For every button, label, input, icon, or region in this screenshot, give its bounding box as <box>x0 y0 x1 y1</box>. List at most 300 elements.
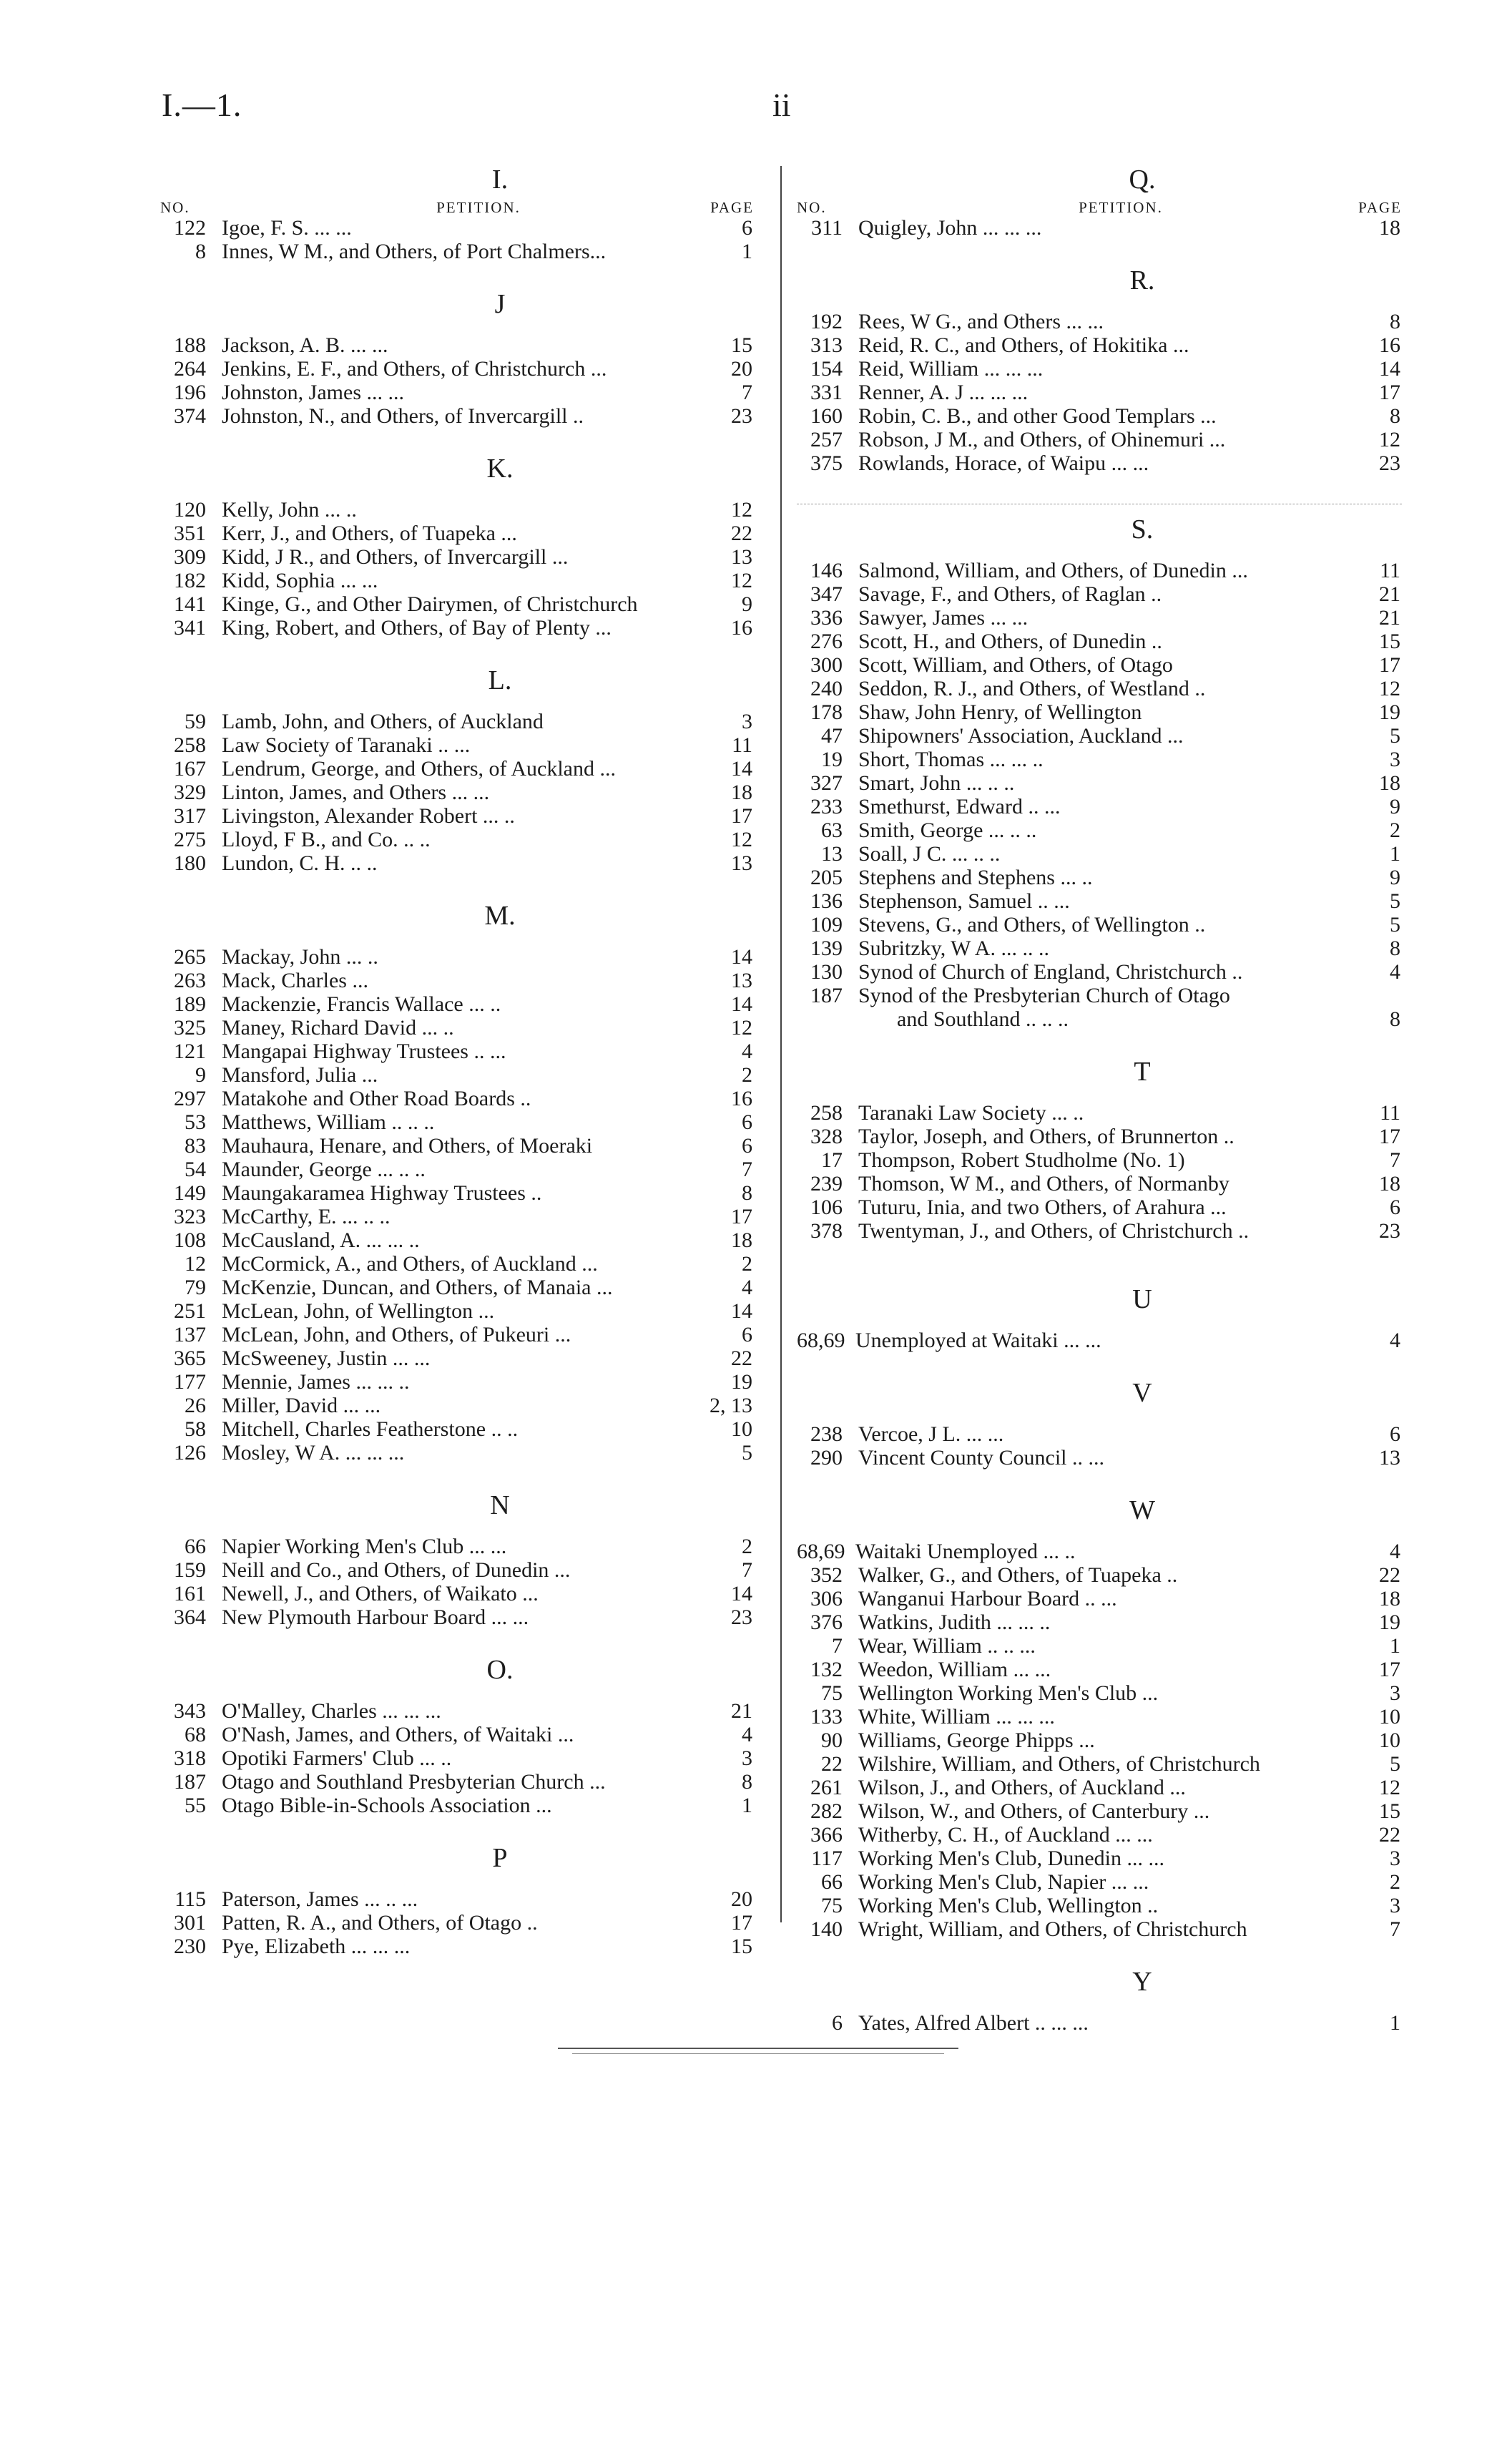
petitioner-name: McLean, John, and Others, of Pukeuri ... <box>222 1323 571 1346</box>
index-entry <box>160 404 754 428</box>
column-header-petition: PETITION. <box>1079 199 1163 216</box>
page-reference: 21 <box>1379 582 1400 606</box>
index-entry <box>160 781 754 804</box>
index-entry <box>797 748 1402 771</box>
index-entry <box>160 216 754 240</box>
index-entry <box>160 1794 754 1817</box>
petition-number: 160 <box>810 404 843 428</box>
petitioner-name: Williams, George Phipps ... <box>858 1729 1095 1752</box>
page-reference: 7 <box>742 1158 752 1181</box>
right-column <box>797 163 1402 2035</box>
petition-number: 75 <box>821 1681 843 1705</box>
index-entry <box>160 522 754 545</box>
petitioner-name: Sawyer, James ... ... <box>858 606 1029 630</box>
index-entry <box>160 333 754 357</box>
section-letter: M. <box>484 901 516 931</box>
petitioner-name: Wanganui Harbour Board .. ... <box>858 1587 1117 1610</box>
petitioner-name: Taylor, Joseph, and Others, of Brunnerton .. <box>858 1125 1234 1148</box>
page-reference: 12 <box>731 828 752 851</box>
section-letter: R. <box>1129 265 1155 295</box>
page-reference: 1 <box>1390 1634 1400 1658</box>
section-letter: U <box>1132 1284 1152 1314</box>
page-reference: 11 <box>1380 1101 1400 1125</box>
petitioner-name: Savage, F., and Others, of Raglan .. <box>858 582 1162 606</box>
petitioner-name: Maunder, George ... .. .. <box>222 1158 426 1181</box>
column-divider <box>780 166 782 1922</box>
page-reference: 1 <box>742 1794 752 1817</box>
page-reference: 16 <box>731 1087 752 1110</box>
page-reference: 2 <box>742 1252 752 1276</box>
dashed-separator <box>797 504 1402 506</box>
page-reference: 22 <box>1379 1823 1400 1847</box>
index-entry <box>797 937 1402 960</box>
petitioner-name: Reid, R. C., and Others, of Hokitika ... <box>858 333 1189 357</box>
petition-number: 306 <box>810 1587 843 1610</box>
page-reference: 17 <box>1379 1658 1400 1681</box>
index-entry <box>797 451 1402 475</box>
petitioner-name: Robson, J M., and Others, of Ohinemuri ... <box>858 428 1226 451</box>
petitioner-name: Stephens and Stephens ... .. <box>858 866 1093 889</box>
page-reference: 10 <box>1379 1729 1400 1752</box>
petition-number: 17 <box>821 1148 843 1172</box>
petitioner-name: Paterson, James ... .. ... <box>222 1887 418 1911</box>
index-entry <box>797 1196 1402 1219</box>
petitioner-name: Lundon, C. H. .. .. <box>222 851 378 875</box>
page-reference: 14 <box>731 1299 752 1323</box>
page-reference: 6 <box>1390 1196 1400 1219</box>
index-entry <box>797 1563 1402 1587</box>
petition-number: 238 <box>810 1422 843 1446</box>
index-entry <box>160 1323 754 1346</box>
petitioner-name: Salmond, William, and Others, of Dunedin ... <box>858 559 1248 582</box>
petition-number: 68 <box>185 1723 206 1746</box>
petition-number: 325 <box>174 1016 206 1040</box>
section-letter: N <box>490 1490 510 1520</box>
section-letter: Q. <box>1129 165 1156 195</box>
petitioner-name: Neill and Co., and Others, of Dunedin ... <box>222 1558 571 1582</box>
petition-number: 180 <box>174 851 206 875</box>
petition-number: 109 <box>810 913 843 937</box>
column-header-page: PAGE <box>1358 199 1402 216</box>
petitioner-name: Vercoe, J L. ... ... <box>858 1422 1004 1446</box>
petitioner-name: Mitchell, Charles Featherstone .. .. <box>222 1417 519 1441</box>
petition-number: 233 <box>810 795 843 818</box>
petitioner-name: Rowlands, Horace, of Waipu ... ... <box>858 451 1149 475</box>
index-entry <box>797 795 1402 818</box>
petition-number: 196 <box>174 381 206 404</box>
petition-number: 239 <box>810 1172 843 1196</box>
petitioner-name: Twentyman, J., and Others, of Christchurch .. <box>858 1219 1250 1243</box>
petition-number: 146 <box>810 559 843 582</box>
index-entry <box>160 1582 754 1605</box>
index-entry <box>797 1587 1402 1610</box>
petition-number: 365 <box>174 1346 206 1370</box>
index-entry <box>797 1681 1402 1705</box>
page-reference: 21 <box>731 1699 752 1723</box>
page-reference: 21 <box>1379 606 1400 630</box>
petitioner-name: Lamb, John, and Others, of Auckland <box>222 710 544 733</box>
index-entry <box>160 240 754 263</box>
petition-number: 121 <box>174 1040 206 1063</box>
page-reference: 8 <box>742 1181 752 1205</box>
petition-number: 126 <box>174 1441 206 1465</box>
index-entry <box>160 1558 754 1582</box>
page-reference: 4 <box>1390 1329 1400 1352</box>
page-reference: 16 <box>1379 333 1400 357</box>
petitioner-name: Working Men's Club, Wellington .. <box>858 1894 1159 1917</box>
page-reference: 23 <box>731 1605 752 1629</box>
index-entry <box>797 357 1402 381</box>
page-reference: 15 <box>731 1935 752 1958</box>
page-reference: 4 <box>742 1276 752 1299</box>
petition-number: 297 <box>174 1087 206 1110</box>
petitioner-name: O'Malley, Charles ... ... ... <box>222 1699 441 1723</box>
petition-number: 187 <box>810 984 843 1007</box>
page-reference: 3 <box>1390 1847 1400 1870</box>
petitioner-name: Scott, H., and Others, of Dunedin .. <box>858 630 1162 653</box>
petitioner-name: Innes, W M., and Others, of Port Chalmers... <box>222 240 607 263</box>
petition-number: 311 <box>811 216 843 240</box>
petition-number: 137 <box>174 1323 206 1346</box>
column-header <box>797 196 1402 216</box>
petitioner-name: Robin, C. B., and other Good Templars ... <box>858 404 1217 428</box>
page-reference: 4 <box>742 1723 752 1746</box>
petition-number: 161 <box>174 1582 206 1605</box>
petitioner-name: Kelly, John ... .. <box>222 498 357 522</box>
page-reference: 14 <box>731 1582 752 1605</box>
page-reference: 18 <box>731 1228 752 1252</box>
index-entry <box>797 1634 1402 1658</box>
index-entry <box>797 771 1402 795</box>
page-reference: 3 <box>742 1746 752 1770</box>
section-letter: Y <box>1132 1967 1152 1997</box>
index-entry <box>797 1148 1402 1172</box>
page-reference: 3 <box>1390 1681 1400 1705</box>
petition-number: 68,69 <box>797 1540 845 1563</box>
index-entry <box>797 606 1402 630</box>
petitioner-name: Walker, G., and Others, of Tuapeka .. <box>858 1563 1178 1587</box>
petitioner-name: Shaw, John Henry, of Wellington <box>858 700 1142 724</box>
petition-number: 13 <box>821 842 843 866</box>
index-entry <box>797 818 1402 842</box>
column-header-no: NO. <box>797 199 827 216</box>
index-entry <box>160 1205 754 1228</box>
petition-number: 378 <box>810 1219 843 1243</box>
petition-number: 54 <box>185 1158 206 1181</box>
index-entry <box>797 404 1402 428</box>
index-entry <box>797 984 1402 1007</box>
column-header-petition: PETITION. <box>436 199 521 216</box>
page-reference: 8 <box>1390 404 1400 428</box>
index-entry <box>160 1110 754 1134</box>
page-reference: 22 <box>1379 1563 1400 1587</box>
petitioner-name: Working Men's Club, Napier ... ... <box>858 1870 1149 1894</box>
petitioner-name: Lloyd, F B., and Co. .. .. <box>222 828 431 851</box>
page-reference: 12 <box>731 1016 752 1040</box>
petition-number: 79 <box>185 1276 206 1299</box>
petition-number: 189 <box>174 992 206 1016</box>
page-reference: 13 <box>1379 1446 1400 1470</box>
petitioner-name: Tuturu, Inia, and two Others, of Arahura ... <box>858 1196 1227 1219</box>
page-reference: 5 <box>1390 724 1400 748</box>
page-reference: 5 <box>1390 1752 1400 1776</box>
petition-number: 301 <box>174 1911 206 1935</box>
index-entry <box>160 1087 754 1110</box>
petitioner-name: Mackenzie, Francis Wallace ... .. <box>222 992 501 1016</box>
index-entry <box>797 1776 1402 1799</box>
page-reference: 20 <box>731 1887 752 1911</box>
petition-number: 178 <box>810 700 843 724</box>
column-header-no: NO. <box>160 199 190 216</box>
page-reference: 13 <box>731 545 752 569</box>
index-entry <box>797 559 1402 582</box>
page-reference: 12 <box>731 569 752 592</box>
page-reference: 2 <box>742 1063 752 1087</box>
index-entry <box>160 1887 754 1911</box>
petitioner-name: Seddon, R. J., and Others, of Westland .. <box>858 677 1206 700</box>
page-reference: 8 <box>1390 1007 1400 1031</box>
page-number: ii <box>772 87 791 123</box>
page-reference: 20 <box>731 357 752 381</box>
index-entry <box>797 428 1402 451</box>
petitioner-name: Kidd, Sophia ... ... <box>222 569 378 592</box>
petitioner-name: Synod of Church of England, Christchurch .. <box>858 960 1243 984</box>
petitioner-name: McSweeney, Justin ... ... <box>222 1346 431 1370</box>
petitioner-name: White, William ... ... ... <box>858 1705 1055 1729</box>
petitioner-name: Watkins, Judith ... ... .. <box>858 1610 1051 1634</box>
petitioner-name: Jenkins, E. F., and Others, of Christchurch ... <box>222 357 607 381</box>
index-entry <box>160 945 754 969</box>
petition-number: 257 <box>810 428 843 451</box>
page-reference: 1 <box>1390 2011 1400 2035</box>
petition-number: 258 <box>810 1101 843 1125</box>
petition-number: 192 <box>810 310 843 333</box>
index-entry <box>160 1770 754 1794</box>
petition-number: 159 <box>174 1558 206 1582</box>
petitioner-name: Thomson, W M., and Others, of Normanby <box>858 1172 1229 1196</box>
petition-number: 133 <box>810 1705 843 1729</box>
index-entry <box>797 1705 1402 1729</box>
index-entry <box>160 851 754 875</box>
petition-number: 263 <box>174 969 206 992</box>
petition-number: 108 <box>174 1228 206 1252</box>
page-reference: 14 <box>731 757 752 781</box>
petitioner-name: and Southland .. .. .. <box>897 1007 1069 1031</box>
page-reference: 2 <box>1390 1870 1400 1894</box>
petitioner-name: Igoe, F. S. ... ... <box>222 216 352 240</box>
page-reference: 1 <box>742 240 752 263</box>
petitioner-name: King, Robert, and Others, of Bay of Plenty ... <box>222 616 612 640</box>
petition-number: 351 <box>174 522 206 545</box>
index-entry <box>797 582 1402 606</box>
petition-number: 264 <box>174 357 206 381</box>
section-letter: T <box>1134 1057 1151 1087</box>
index-entry <box>160 804 754 828</box>
page-reference: 6 <box>742 1110 752 1134</box>
page-reference: 7 <box>742 1558 752 1582</box>
petition-number: 132 <box>810 1658 843 1681</box>
index-entry <box>797 913 1402 937</box>
page-reference: 7 <box>1390 1148 1400 1172</box>
petition-number: 347 <box>810 582 843 606</box>
petition-number: 8 <box>195 240 206 263</box>
page-reference: 17 <box>731 1205 752 1228</box>
page-reference: 7 <box>1390 1917 1400 1941</box>
index-entry <box>160 1346 754 1370</box>
index-entry <box>797 960 1402 984</box>
petition-number: 230 <box>174 1935 206 1958</box>
index-entry <box>160 1228 754 1252</box>
index-entry <box>160 1134 754 1158</box>
page-reference: 6 <box>742 1323 752 1346</box>
index-entry <box>797 1172 1402 1196</box>
petition-number: 375 <box>810 451 843 475</box>
petition-number: 167 <box>174 757 206 781</box>
page-reference: 23 <box>1379 451 1400 475</box>
page-reference: 12 <box>731 498 752 522</box>
index-entry <box>160 357 754 381</box>
petition-number: 251 <box>174 1299 206 1323</box>
petitioner-name: Rees, W G., and Others ... ... <box>858 310 1104 333</box>
page-reference: 18 <box>731 781 752 804</box>
petition-number: 376 <box>810 1610 843 1634</box>
petition-number: 22 <box>821 1752 843 1776</box>
petitioner-name: Mansford, Julia ... <box>222 1063 378 1087</box>
index-entry <box>160 969 754 992</box>
petition-number: 328 <box>810 1125 843 1148</box>
section-letter: K. <box>486 454 514 484</box>
section-letter: W <box>1129 1495 1155 1525</box>
index-entry <box>797 889 1402 913</box>
index-entry <box>797 1870 1402 1894</box>
petition-number: 309 <box>174 545 206 569</box>
petitioner-name: Kerr, J., and Others, of Tuapeka ... <box>222 522 517 545</box>
index-entry <box>160 1252 754 1276</box>
petition-number: 343 <box>174 1699 206 1723</box>
page-reference: 22 <box>731 1346 752 1370</box>
index-entry <box>160 1699 754 1723</box>
petitioner-name: Weedon, William ... ... <box>858 1658 1051 1681</box>
petitioner-name: Mauhaura, Henare, and Others, of Moeraki <box>222 1134 593 1158</box>
petitioner-name: Reid, William ... ... ... <box>858 357 1044 381</box>
end-rule-thin <box>572 2053 944 2054</box>
petition-number: 336 <box>810 606 843 630</box>
petition-number: 139 <box>810 937 843 960</box>
page-reference: 19 <box>1379 700 1400 724</box>
index-entry <box>797 1610 1402 1634</box>
index-entry <box>160 733 754 757</box>
petition-number: 122 <box>174 216 206 240</box>
petition-number: 9 <box>195 1063 206 1087</box>
petitioner-name: Renner, A. J ... ... ... <box>858 381 1029 404</box>
petitioner-name: Smethurst, Edward .. ... <box>858 795 1061 818</box>
index-entry <box>797 677 1402 700</box>
column-header-page: PAGE <box>710 199 754 216</box>
index-entry <box>797 1752 1402 1776</box>
page-reference: 12 <box>1379 428 1400 451</box>
petitioner-name: Johnston, James ... ... <box>222 381 404 404</box>
page-reference: 10 <box>731 1417 752 1441</box>
petition-number: 66 <box>821 1870 843 1894</box>
page-reference: 8 <box>1390 310 1400 333</box>
petitioner-name: Jackson, A. B. ... ... <box>222 333 388 357</box>
petitioner-name: Matakohe and Other Road Boards .. <box>222 1087 531 1110</box>
page-reference: 5 <box>1390 913 1400 937</box>
index-entry <box>797 381 1402 404</box>
index-entry <box>160 757 754 781</box>
index-entry <box>160 1417 754 1441</box>
page-reference: 22 <box>731 522 752 545</box>
index-entry <box>160 1063 754 1087</box>
petition-number: 106 <box>810 1196 843 1219</box>
petition-number: 240 <box>810 677 843 700</box>
index-entry <box>797 333 1402 357</box>
index-entry <box>797 216 1402 240</box>
index-entry <box>797 1422 1402 1446</box>
page-reference: 7 <box>742 381 752 404</box>
petition-number: 261 <box>810 1776 843 1799</box>
petitioner-name: Maney, Richard David ... .. <box>222 1016 454 1040</box>
page-reference: 19 <box>1379 1610 1400 1634</box>
petition-number: 6 <box>832 2011 843 2035</box>
petitioner-name: Wellington Working Men's Club ... <box>858 1681 1159 1705</box>
petitioner-name: Mosley, W A. ... ... ... <box>222 1441 405 1465</box>
petition-number: 63 <box>821 818 843 842</box>
petitioner-name: Short, Thomas ... ... .. <box>858 748 1044 771</box>
index-entry <box>797 1329 1402 1352</box>
index-entry <box>160 1441 754 1465</box>
petitioner-name: Livingston, Alexander Robert ... .. <box>222 804 515 828</box>
page-reference: 6 <box>742 216 752 240</box>
index-entry <box>797 842 1402 866</box>
page-reference: 3 <box>742 710 752 733</box>
petition-number: 19 <box>821 748 843 771</box>
index-entry <box>160 1394 754 1417</box>
petition-number: 374 <box>174 404 206 428</box>
petition-number: 205 <box>810 866 843 889</box>
petitioner-name: Vincent County Council .. ... <box>858 1446 1105 1470</box>
page-reference: 4 <box>1390 960 1400 984</box>
petitioner-name: Law Society of Taranaki .. ... <box>222 733 471 757</box>
petitioner-name: Opotiki Farmers' Club ... .. <box>222 1746 452 1770</box>
index-entry <box>797 1219 1402 1243</box>
petition-number: 53 <box>185 1110 206 1134</box>
index-entry <box>160 1181 754 1205</box>
petitioner-name: Mennie, James ... ... .. <box>222 1370 410 1394</box>
index-entry <box>160 1535 754 1558</box>
index-entry <box>797 1799 1402 1823</box>
section-letter: L. <box>488 665 512 695</box>
index-entry <box>797 1729 1402 1752</box>
petition-number: 276 <box>810 630 843 653</box>
petition-number: 187 <box>174 1770 206 1794</box>
page-reference: 4 <box>742 1040 752 1063</box>
petitioner-name: Working Men's Club, Dunedin ... ... <box>858 1847 1164 1870</box>
page-reference: 15 <box>1379 630 1400 653</box>
petition-number: 329 <box>174 781 206 804</box>
section-letter: S. <box>1131 514 1154 544</box>
petitioner-name: Maungakaramea Highway Trustees .. <box>222 1181 542 1205</box>
page-reference: 9 <box>1390 795 1400 818</box>
petition-number: 366 <box>810 1823 843 1847</box>
index-entry <box>797 1847 1402 1870</box>
petitioner-name: Newell, J., and Others, of Waikato ... <box>222 1582 539 1605</box>
petitioner-name: McCarthy, E. ... .. .. <box>222 1205 391 1228</box>
page-reference: 2 <box>1390 818 1400 842</box>
petition-number: 313 <box>810 333 843 357</box>
index-entry <box>160 1276 754 1299</box>
page-reference: 11 <box>1380 559 1400 582</box>
